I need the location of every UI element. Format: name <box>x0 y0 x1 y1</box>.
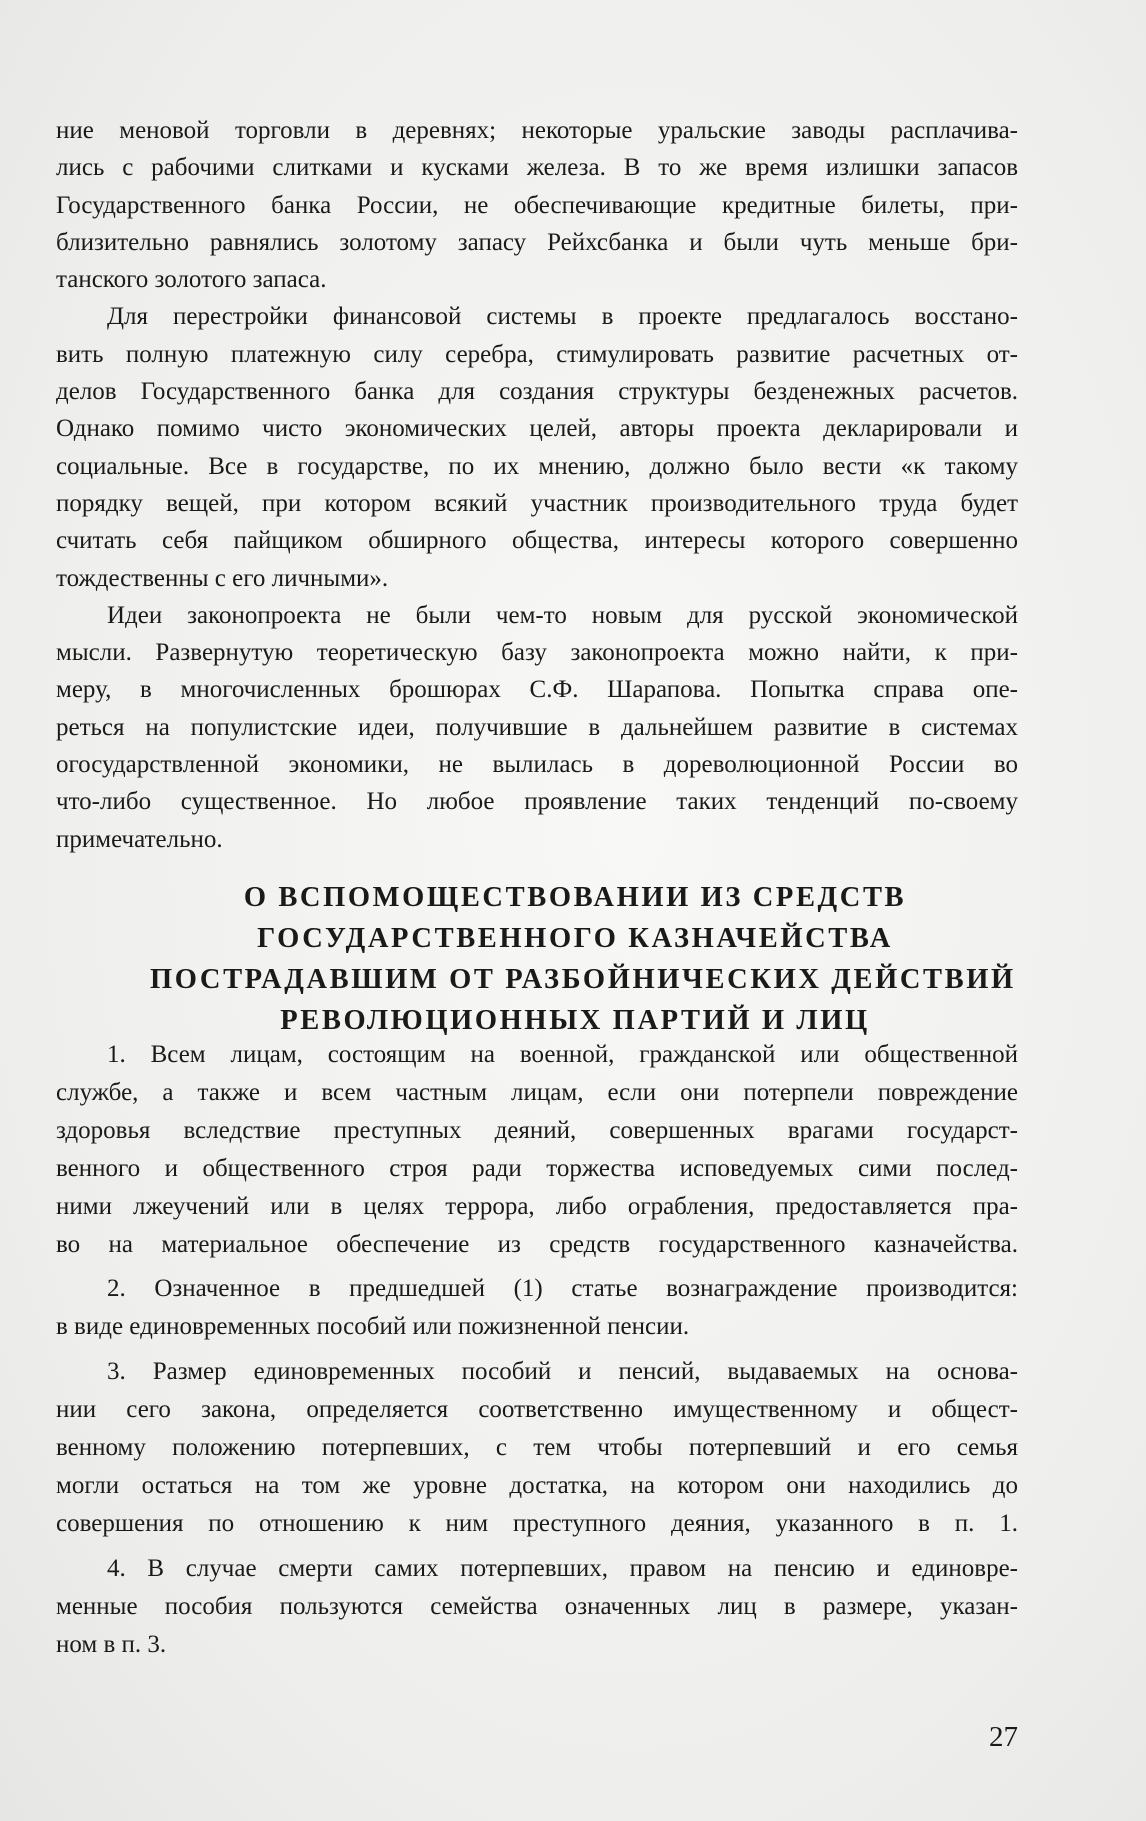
text-line: танского золотого запаса. <box>56 266 327 294</box>
heading-line: О ВСПОМОЩЕСТВОВАНИИ ИЗ СРЕДСТВ <box>243 882 907 913</box>
section-heading <box>150 877 1016 1041</box>
paragraph-3 <box>56 597 1018 858</box>
text-line: ними лжеучений или в целях террора, либо ограбления, предоставляется пра- <box>56 1192 1018 1220</box>
heading-line: РЕВОЛЮЦИОННЫХ ПАРТИЙ И ЛИЦ <box>280 1005 870 1036</box>
text-line: совершения по отношению к ним преступного деяния, указанного в п. 1. <box>56 1509 1018 1537</box>
paragraph-1 <box>56 112 1018 298</box>
text-line: считать себя пайщиком обширного общества, интересы которого совершенно <box>56 527 1018 555</box>
text-line: Для перестройки финансовой системы в проекте предлагалось восстано- <box>107 303 1018 331</box>
text-line: Однако помимо чисто экономических целей, авторы проекта декларировали и <box>56 415 1018 443</box>
text-line: огосударствленной экономики, не вылилась в дореволюционной России во <box>56 751 1018 779</box>
paragraph-2 <box>56 298 1018 596</box>
text-line: что-либо существенное. Но любое проявление таких тенденций по-своему <box>56 788 1018 816</box>
law-articles <box>56 1036 1018 1664</box>
intro-text <box>56 112 1018 858</box>
text-line: Идеи законопроекта не были чем-то новым для русской экономической <box>107 601 1018 629</box>
text-line: в виде единовременных пособий или пожизненной пенсии. <box>56 1313 690 1341</box>
text-line: близительно равнялись золотому запасу Рейхсбанка и были чуть меньше бри- <box>56 228 1018 256</box>
text-line: порядку вещей, при котором всякий участник производительного труда будет <box>56 489 1018 517</box>
heading-line: ПОСТРАДАВШИМ ОТ РАЗБОЙНИЧЕСКИХ ДЕЙСТВИЙ <box>150 964 1016 995</box>
text-line: ние меновой торговли в деревнях; некоторые уральские заводы расплачива- <box>56 117 1018 144</box>
page-number: 27 <box>989 1721 1018 1753</box>
article-3 <box>56 1353 1018 1543</box>
heading-line: ГОСУДАРСТВЕННОГО КАЗНАЧЕЙСТВА <box>257 923 893 954</box>
text-line: во на материальное обеспечение из средств государственного казначейства. <box>56 1230 1018 1258</box>
text-line: службе, а также и всем частным лицам, если они потерпели повреждение <box>56 1078 1018 1106</box>
text-line: тождественны с его личными». <box>56 564 389 592</box>
text-line: социальные. Все в государстве, по их мнению, должно было вести «к такому <box>56 452 1018 480</box>
text-line: делов Государственного банка для создания структуры безденежных расчетов. <box>56 378 1018 406</box>
text-line: могли остаться на том же уровне достатка, на котором они находились до <box>56 1471 1018 1499</box>
text-line: 3. Размер единовременных пособий и пенсий, выдаваемых на основа- <box>107 1358 1018 1386</box>
text-line: менные пособия пользуются семейства означенных лиц в размере, указан- <box>56 1592 1018 1620</box>
text-line: меру, в многочисленных брошюрах С.Ф. Шарапова. Попытка справа опе- <box>56 676 1018 704</box>
article-2 <box>56 1270 1018 1346</box>
text-line: примечательно. <box>56 825 223 853</box>
text-line: венному положению потерпевших, с тем чтобы потерпевший и его семья <box>56 1434 1018 1462</box>
text-line: нии сего закона, определяется соответственно имущественному и общест- <box>56 1396 1018 1424</box>
text-line: мысли. Развернутую теоретическую базу законопроекта можно найти, к при- <box>56 639 1018 667</box>
text-line: реться на популистские идеи, получившие в дальнейшем развитие в системах <box>56 713 1018 741</box>
text-line: здоровья вследствие преступных деяний, совершенных врагами государст- <box>56 1116 1018 1144</box>
text-line: Государственного банка России, не обеспечивающие кредитные билеты, при- <box>56 191 1018 219</box>
article-4 <box>56 1550 1018 1664</box>
text-line: лись с рабочими слитками и кусками железа. В то же время излишки запасов <box>56 154 1018 182</box>
text-line: венного и общественного строя ради торжества исповедуемых сими послед- <box>56 1154 1018 1182</box>
article-1 <box>56 1036 1018 1263</box>
text-line: ном в п. 3. <box>56 1630 167 1658</box>
text-line: вить полную платежную силу серебра, стимулировать развитие расчетных от- <box>56 340 1018 368</box>
text-line: 4. В случае смерти самих потерпевших, правом на пенсию и единовре- <box>107 1554 1018 1582</box>
text-line: 2. Означенное в предшедшей (1) статье вознаграждение производится: <box>107 1275 1018 1303</box>
text-line: 1. Всем лицам, состоящим на военной, гражданской или общественной <box>107 1041 1018 1068</box>
